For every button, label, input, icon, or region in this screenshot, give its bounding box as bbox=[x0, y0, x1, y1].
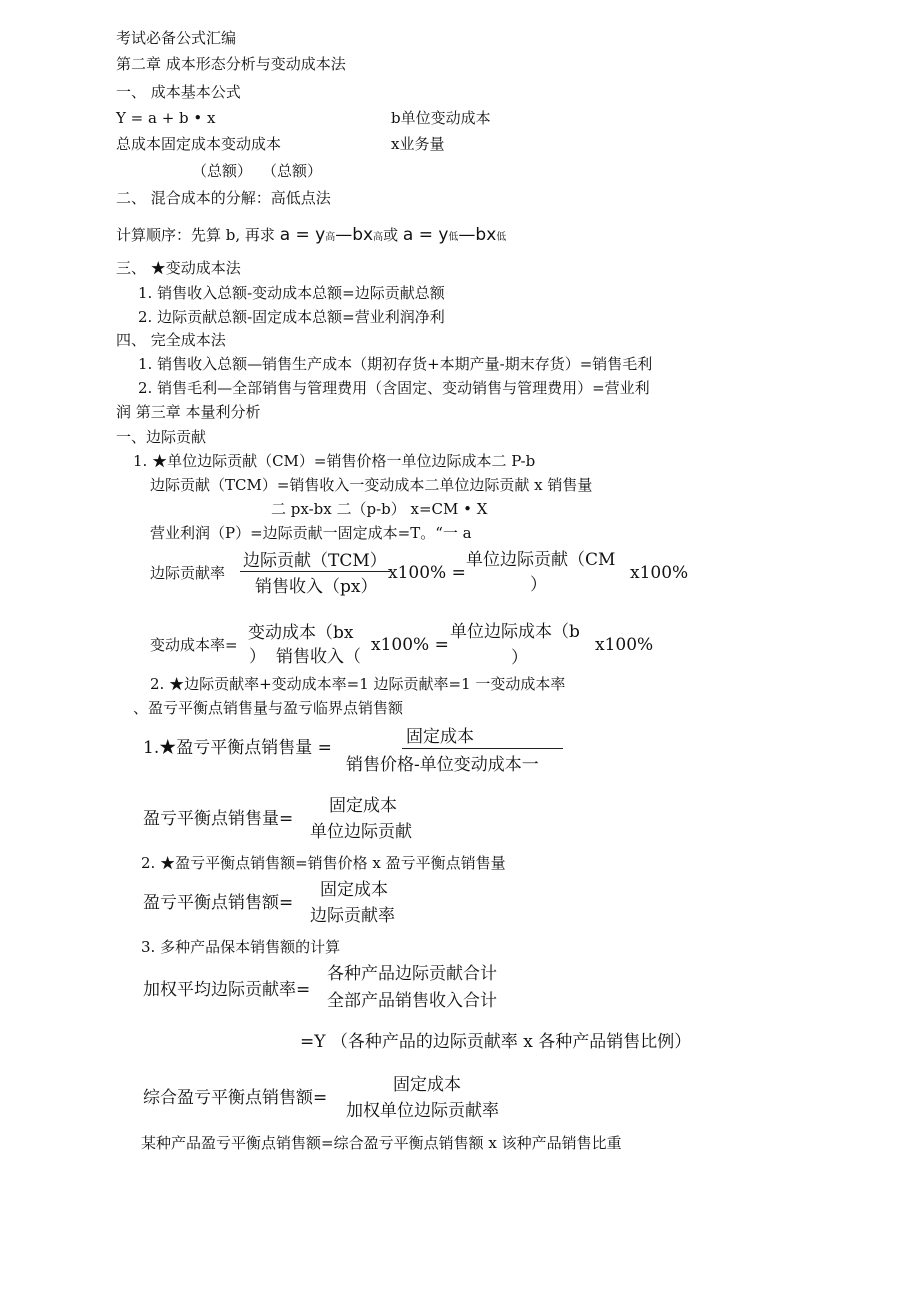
cm-ratio-numerator: 边际贡献（TCM） bbox=[243, 551, 387, 571]
calc-high: 高 bbox=[325, 232, 336, 243]
section-3-item-2: 2. 边际贡献总额-固定成本总额=营业利润净利 bbox=[138, 308, 445, 326]
ch3-section-1-heading: 一、边际贡献 bbox=[116, 428, 207, 446]
calc-low: 低 bbox=[448, 232, 459, 243]
calc-a2: a = y bbox=[402, 225, 449, 245]
calc-bx1: —bx bbox=[335, 225, 374, 245]
breakeven-sales-numerator: 固定成本 bbox=[320, 880, 388, 900]
breakeven-qty-denominator: 销售价格-单位变动成本一 bbox=[346, 755, 539, 775]
cm-ratio-label: 边际贡献率 bbox=[150, 564, 226, 582]
breakeven-qty-numerator-2: 固定成本 bbox=[329, 796, 397, 816]
vc-ratio-denominator: 销售收入（ bbox=[276, 647, 361, 667]
total-label-1: （总额） bbox=[192, 162, 253, 180]
calc-low-2: 低 bbox=[496, 232, 507, 243]
section-3-heading: 三、 ★变动成本法 bbox=[116, 259, 241, 277]
weighted-cm-denominator: 全部产品销售收入合计 bbox=[327, 991, 497, 1011]
section-2-heading: 二、 混合成本的分解：高低点法 bbox=[116, 189, 331, 207]
breakeven-qty-label-2: 盈亏平衡点销售量= bbox=[143, 809, 294, 829]
cm-ratio-fraction-bar bbox=[240, 571, 390, 572]
tcm-formula: 边际贡献（TCM）=销售收入一变动成本二单位边际贡献 x 销售量 bbox=[150, 476, 593, 494]
vc-ratio-numerator-2: 单位边际成本（b bbox=[450, 622, 580, 642]
total-label-2: （总额） bbox=[262, 162, 323, 180]
cm-sum-formula: 2. ★边际贡献率+变动成本率=1 边际贡献率=1 一变动成本率 bbox=[150, 675, 566, 693]
calc-a1: a = y bbox=[279, 225, 326, 245]
chapter-2-heading: 第二章 成本形态分析与变动成本法 bbox=[116, 55, 346, 73]
section-4-heading: 四、 完全成本法 bbox=[116, 331, 226, 349]
calc-high-2: 高 bbox=[373, 232, 384, 243]
breakeven-sales-denominator: 边际贡献率 bbox=[310, 906, 395, 926]
cm-ratio-denominator: 销售收入（px） bbox=[255, 577, 378, 597]
breakeven-qty-fraction-bar bbox=[402, 748, 563, 749]
breakeven-sales-formula: 2. ★盈亏平衡点销售额=销售价格 x 盈亏平衡点销售量 bbox=[141, 854, 506, 872]
vc-ratio-x100: x100% = bbox=[371, 635, 449, 655]
calc-prefix: 计算顺序：先算 b, 再求 bbox=[116, 226, 275, 244]
breakeven-qty-numerator: 固定成本 bbox=[406, 727, 474, 747]
cm-ratio-denominator-2: ） bbox=[530, 575, 547, 595]
calc-bx2: —bx bbox=[458, 225, 497, 245]
formula-y: Y = a + b • x bbox=[116, 109, 216, 127]
multi-product-heading: 3. 多种产品保本销售额的计算 bbox=[141, 938, 341, 956]
weighted-cm-label: 加权平均边际贡献率= bbox=[143, 980, 311, 1000]
product-breakeven-formula: 某种产品盈亏平衡点销售额=综合盈亏平衡点销售额 x 该种产品销售比重 bbox=[141, 1134, 622, 1152]
total-cost-line: 总成本固定成本变动成本 bbox=[116, 135, 282, 153]
profit-formula: 营业利润（P）=边际贡献一固定成本=T。“一 a bbox=[150, 524, 472, 542]
cm-ratio-x100: x100% = bbox=[388, 563, 466, 583]
unit-cm-formula: 1. ★单位边际贡献（CM）=销售价格一单位边际成本二 P-b bbox=[133, 452, 536, 470]
composite-breakeven-denominator: 加权单位边际贡献率 bbox=[346, 1101, 499, 1121]
calc-order-line bbox=[116, 224, 506, 248]
vc-ratio-denominator-2: ） bbox=[511, 648, 528, 668]
section-4-item-1: 1. 销售收入总额—销售生产成本（期初存货+本期产量-期末存货）=销售毛利 bbox=[138, 355, 653, 373]
breakeven-qty-label: 1.★盈亏平衡点销售量 = bbox=[143, 738, 332, 758]
composite-breakeven-label: 综合盈亏平衡点销售额= bbox=[143, 1088, 328, 1108]
breakeven-sales-label: 盈亏平衡点销售额= bbox=[143, 893, 294, 913]
section-1-heading: 一、 成本基本公式 bbox=[116, 83, 241, 101]
vc-ratio-numerator: 变动成本（bx bbox=[248, 623, 354, 643]
breakeven-qty-denominator-2: 单位边际贡献 bbox=[310, 822, 412, 842]
chapter-3-heading: 润 第三章 本量利分析 bbox=[116, 403, 261, 421]
weighted-cm-sum: =Y （各种产品的边际贡献率 x 各种产品销售比例） bbox=[300, 1032, 692, 1052]
vc-ratio-denominator-paren: ） bbox=[249, 647, 266, 667]
doc-title: 考试必备公式汇编 bbox=[116, 29, 237, 47]
cm-ratio-numerator-2: 单位边际贡献（CM bbox=[466, 550, 616, 570]
section-4-item-2: 2. 销售毛利—全部销售与管理费用（含固定、变动销售与管理费用）=营业利 bbox=[138, 379, 650, 397]
ch3-section-2-heading: 、盈亏平衡点销售量与盈亏临界点销售额 bbox=[133, 699, 404, 717]
weighted-cm-numerator: 各种产品边际贡献合计 bbox=[327, 964, 497, 984]
tcm-formula-2: 二 px-bx 二（p-b） x=CM • X bbox=[271, 500, 488, 518]
section-3-item-1: 1. 销售收入总额-变动成本总额=边际贡献总额 bbox=[138, 284, 445, 302]
x-definition: x业务量 bbox=[391, 135, 445, 153]
cm-ratio-x100-end: x100% bbox=[630, 563, 689, 583]
composite-breakeven-numerator: 固定成本 bbox=[393, 1075, 461, 1095]
calc-or: 或 bbox=[383, 226, 399, 244]
b-definition: b单位变动成本 bbox=[391, 109, 491, 127]
vc-ratio-label: 变动成本率= bbox=[150, 636, 238, 654]
vc-ratio-x100-end: x100% bbox=[595, 635, 654, 655]
